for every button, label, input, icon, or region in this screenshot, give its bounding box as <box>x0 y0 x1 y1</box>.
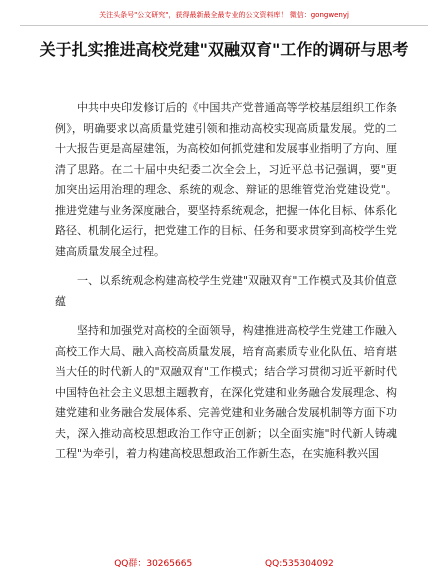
document-body <box>55 98 397 474</box>
paragraph-section-1: 坚持和加强党对高校的全面领导，构建推进高校学生党建工作融入高校工作大局、融入高校高质量发展，培育高素质专业化队伍、培育堪当大任的时代新人的"双融双育"工作模式；结合学习贯彻习近平新时代中国特色社会主义思想主题教育，在深化党建和业务融合发展理念、构建党建和业务融合发展体系、完善党建和业务融合发展机制等方面下功夫，深入推动高校思想政治工作守正创新；以全面实施"时代新人铸魂工程"为牵引，着力构建高校思想政治工作新生态，在实施科教兴国 <box>55 324 397 460</box>
header-banner: 关注头条号"公文研究"，获得最新最全最专业的公文资料库！ 微信：gongwenyj <box>99 11 349 19</box>
section-heading: 一、以系统观念构建高校学生党建"双融双育"工作模式及其价值意蕴 <box>55 274 397 308</box>
header-divider <box>20 25 428 26</box>
footer-qq: QQ:535304092 <box>265 559 334 569</box>
paragraph-intro: 中共中央印发修订后的《中国共产党普通高等学校基层组织工作条例》，明确要求以高质量党建引领和推动高校实现高质量发展。党的二十大报告更是高屋建瓴，为高校如何抓党建和发展事业指明了方向、厘清了思路。在二十届中央纪委二次全会上，习近平总书记强调，要"更加突出运用治理的理念、系统的观念、辩证的思维管党治党建设党"。推进党建与业务深度融合，要坚持系统观念，把握一体化目标、体系化路径、机制化运行，把党建工作的目标、任务和要求贯穿到高校学生党建高质量发展全过程。 <box>55 101 397 258</box>
document-title: 关于扎实推进高校党建"双融双育"工作的调研与思考 <box>39 40 409 59</box>
footer-qq-group: QQ群：30265665 <box>114 559 193 569</box>
footer <box>0 556 448 569</box>
